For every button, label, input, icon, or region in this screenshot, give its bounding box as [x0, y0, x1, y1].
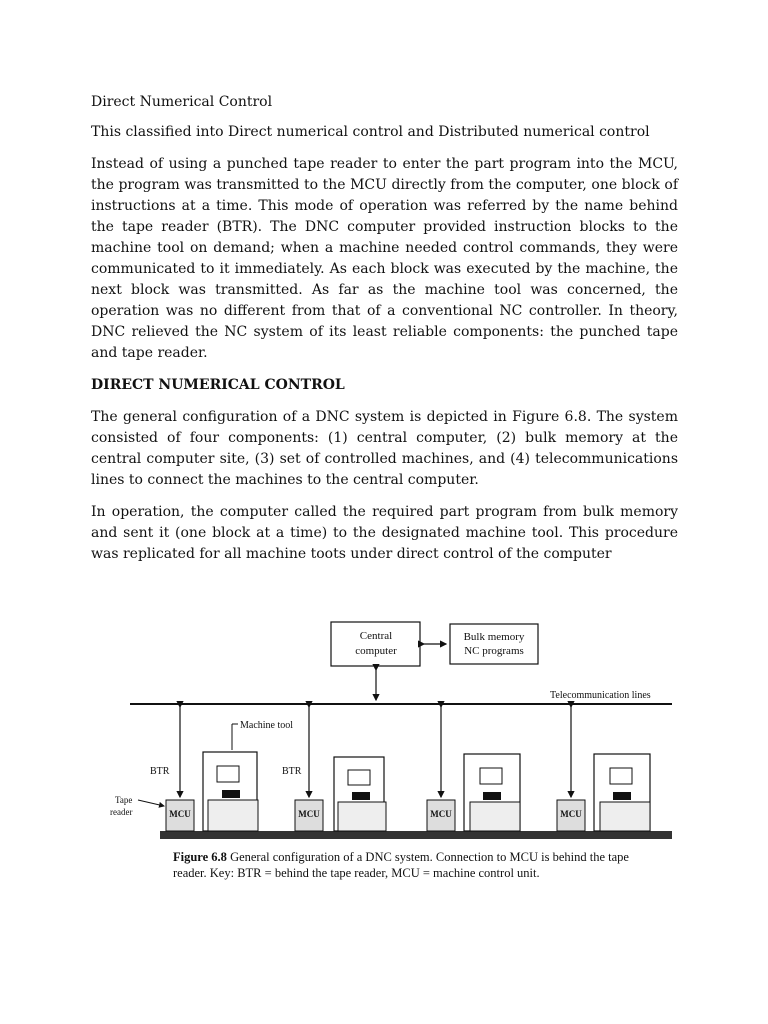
- dnc-diagram: [100, 612, 690, 852]
- machine-station-2: [282, 707, 386, 831]
- telecom-label: Telecommunication lines: [550, 690, 651, 701]
- central-computer-box: [331, 622, 420, 666]
- tape-reader-pointer: [138, 800, 164, 806]
- machine-station-1: [110, 707, 293, 831]
- intro-paragraph: This classified into Direct numerical control and Distributed numerical control: [91, 124, 650, 140]
- bulk-memory-label-2: NC programs: [464, 645, 524, 657]
- mcu-label-1: MCU: [169, 809, 191, 819]
- tape-reader-label-1: Tape: [115, 795, 133, 805]
- mcu-label-3: MCU: [430, 809, 452, 819]
- bulk-memory-box: [450, 624, 538, 664]
- operation-paragraph: In operation, the computer called the required part program from bulk memory and sent it (one block at a time) to the designated machine tool. This procedure was replicated for all machine toots under direct control of the computer: [91, 504, 678, 562]
- mcu-label-4: MCU: [560, 809, 582, 819]
- figure-number: Figure 6.8: [173, 850, 227, 864]
- machine-tool-label: Machine tool: [240, 720, 294, 731]
- btr-paragraph: Instead of using a punched tape reader to enter the part program into the MCU, the program was transmitted to the MCU directly from the computer, one block of instructions at a time. This mode of operation was referred by the name behind the tape reader (BTR). The DNC computer provided instruction blocks to the machine tool on demand; when a machine needed control commands, they were communicated to it immediately. As each block was executed by the machine, the next block was transmitted. As far as the machine tool was concerned, the operation was no different from that of a conventional NC controller. In theory, DNC relieved the NC system of its least reliable components: the punched tape and tape reader.: [91, 156, 678, 361]
- document-title: Direct Numerical Control: [91, 94, 273, 110]
- dnc-configuration-figure: [100, 612, 690, 912]
- bulk-memory-label-1: Bulk memory: [463, 631, 525, 643]
- section-heading: DIRECT NUMERICAL CONTROL: [91, 377, 345, 393]
- central-computer-label-1: Central: [359, 630, 393, 642]
- machine-station-3: [427, 707, 520, 831]
- work-table-1: [208, 800, 258, 831]
- spindle-head-1: [217, 766, 239, 782]
- mcu-label-2: MCU: [298, 809, 320, 819]
- central-computer-label-2: computer: [355, 645, 397, 657]
- configuration-paragraph: The general configuration of a DNC system is depicted in Figure 6.8. The system consisted of four components: (1) central computer, (2) bulk memory at the central computer site, (3) set of controlled machines, and (4) telecommunications lines to connect the machines to the central computer.: [91, 409, 678, 488]
- figure-caption-text: General configuration of a DNC system. Connection to MCU is behind the tape reader. Key: BTR = behind the tape reader, MCU = machine control unit.: [173, 850, 629, 880]
- figure-caption: [173, 850, 653, 881]
- workpiece-1: [222, 790, 240, 798]
- floor-base: [160, 831, 672, 839]
- tape-reader-label-2: reader: [110, 807, 133, 817]
- document-body: [91, 92, 678, 576]
- btr-label-1: BTR: [150, 766, 170, 777]
- btr-label-2: BTR: [282, 766, 302, 777]
- machine-station-4: [557, 707, 650, 831]
